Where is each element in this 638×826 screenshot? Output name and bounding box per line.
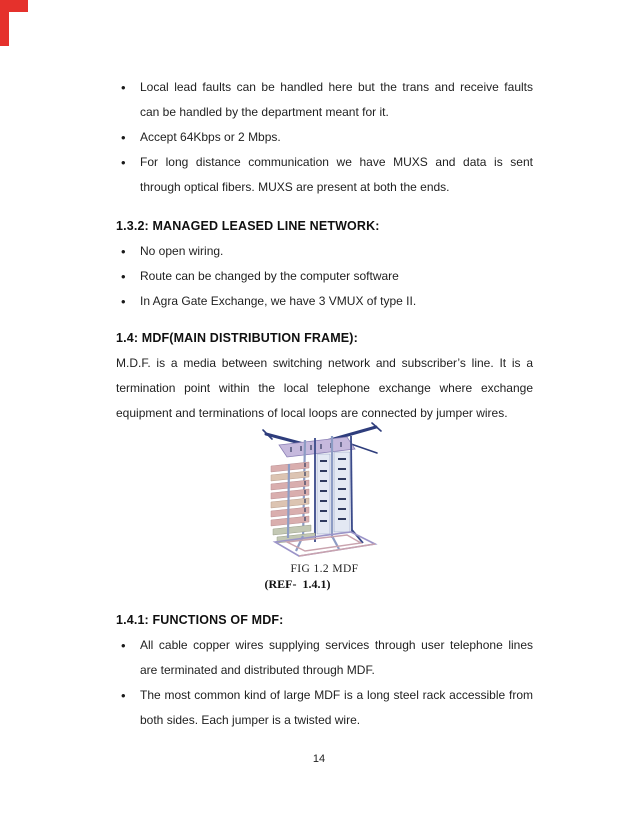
bullet-item [116, 125, 533, 150]
bullet-list-leased-line-features [116, 75, 533, 200]
section-heading-functions-of-mdf: 1.4.1: FUNCTIONS OF MDF: [116, 613, 284, 627]
mdf-rack-photo [259, 418, 391, 558]
bullet-icon: • [121, 294, 126, 309]
text-line: The most common kind of large MDF is a long steel rack accessible from [140, 688, 533, 702]
text-line: Route can be changed by the computer software [140, 269, 399, 283]
text-line: In Agra Gate Exchange, we have 3 VMUX of type II. [140, 294, 417, 308]
bullet-item [116, 150, 533, 200]
bullet-icon: • [121, 244, 126, 259]
paragraph-mdf-definition [116, 351, 533, 426]
text-line: For long distance communication we have MUXS and data is sent [140, 155, 533, 169]
text-line: All cable copper wires supplying services through user telephone lines [140, 638, 533, 652]
section-heading-managed-leased-line: 1.3.2: MANAGED LEASED LINE NETWORK: [116, 219, 380, 233]
bullet-icon: • [121, 688, 126, 703]
bullet-list-managed-leased-line [116, 239, 533, 314]
text-line: can be handled by the department meant for it. [140, 105, 389, 119]
page-content [116, 75, 533, 733]
text-line: Local lead faults can be handled here but the trans and receive faults [140, 80, 533, 94]
text-line: Accept 64Kbps or 2 Mbps. [140, 130, 281, 144]
bullet-item [116, 633, 533, 683]
figure-caption: FIG 1.2 MDF [290, 563, 359, 575]
text-line: both sides. Each jumper is a twisted wire. [140, 713, 361, 727]
text-line: are terminated and distributed through MDF. [140, 663, 375, 677]
bullet-list-functions-of-mdf [116, 633, 533, 733]
bullet-item [116, 239, 533, 264]
figure-reference-row [116, 577, 533, 592]
figure-mdf [116, 418, 533, 592]
bullet-item [116, 264, 533, 289]
bullet-item [116, 75, 533, 125]
text-line: termination point within the local telephone exchange where exchange [116, 381, 533, 395]
bullet-item [116, 683, 533, 733]
bullet-icon: • [121, 80, 126, 95]
text-line: equipment and terminations of local loops are connected by jumper wires. [116, 406, 508, 420]
text-line: through optical fibers. MUXS are present at both the ends. [140, 180, 450, 194]
figure-reference: (REF- 1.4.1) [264, 577, 331, 591]
bullet-icon: • [121, 155, 126, 170]
page-number: 14 [312, 753, 326, 765]
bullet-icon: • [121, 638, 126, 653]
text-line: No open wiring. [140, 244, 224, 258]
bullet-icon: • [121, 130, 126, 145]
red-scan-artifact-horizontal [0, 0, 28, 12]
text-line: M.D.F. is a media between switching network and subscriber’s line. It is a [116, 356, 533, 370]
section-heading-mdf: 1.4: MDF(MAIN DISTRIBUTION FRAME): [116, 331, 358, 345]
bullet-item [116, 289, 533, 314]
bullet-icon: • [121, 269, 126, 284]
